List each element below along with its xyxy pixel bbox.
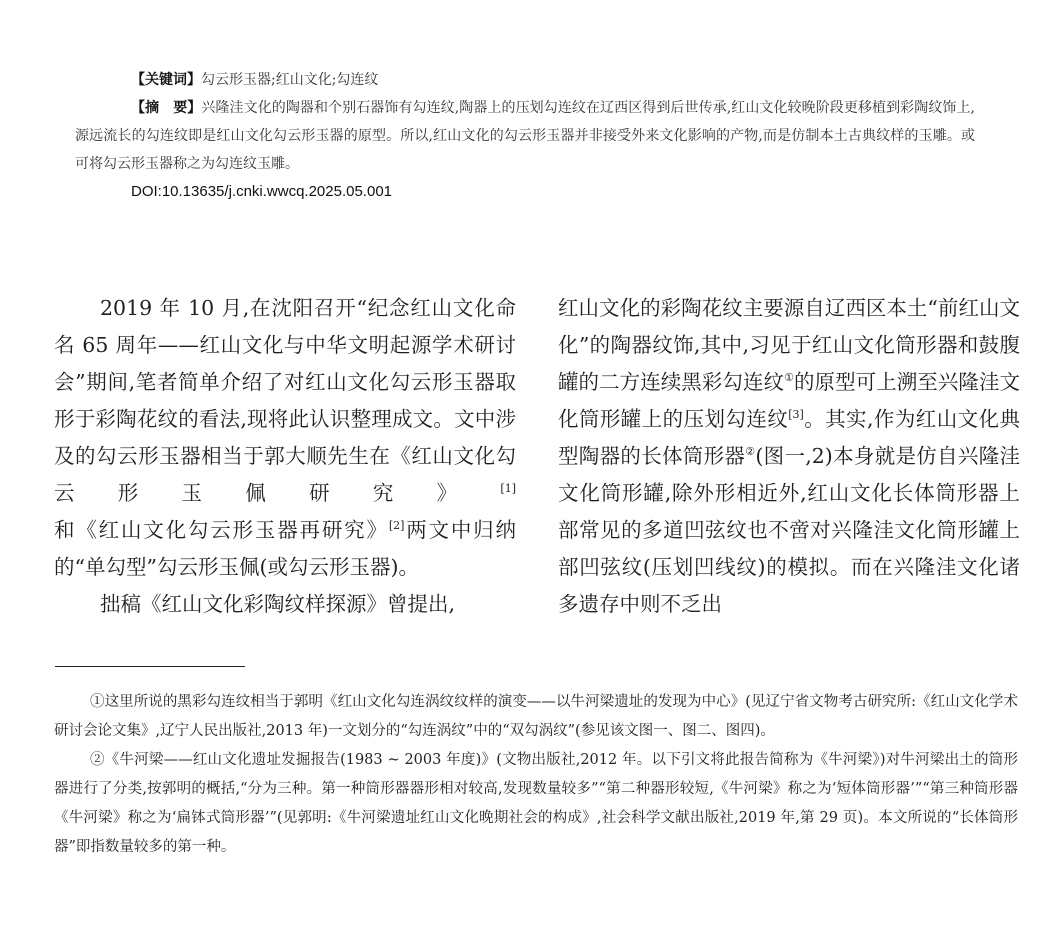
footnote-2: ②《牛河梁——红山文化遗址发掘报告(1983 ~ 2003 年度)》(文物出版社,2012 年。以下引文将此报告简称为《牛河梁》)对牛河梁出土的筒形器进行了分类,按郭明的概括,“分为三种。第一种筒形器器形相对较高,发现数量较多”“第二种器形较短,《牛河梁》称之为‘短体筒形器’”“第三种筒形器《牛河梁》称之为‘扁钵式筒形器’”(见郭明:《牛河梁遗址红山文化晚期社会的构成》,社会科学文献出版社,2019 年,第 29 页)。本文所说的“长体筒形器”即指数量较多的第一种。 [54,752,1018,855]
left-paragraph-2: 拙稿《红山文化彩陶纹样探源》曾提出, [100,592,456,616]
abstract-paragraph [75,94,975,178]
left-column [54,290,516,623]
right-column [558,290,1020,623]
footnote-marker-2: ② [745,445,756,458]
reference-3: [3] [788,408,804,421]
keywords-text: 勾云形玉器;红山文化;勾连纹 [201,72,379,88]
reference-1: [1] [500,482,516,495]
keywords-line [75,66,975,94]
left-text-c: 两文中归纳的“单勾型”勾云形玉佩(或勾云形玉器)。 [54,518,517,579]
abstract-label: 【摘 要】 [131,100,202,116]
right-text-c: 。其实,作为红山文化典型陶器的长体筒形器 [558,407,1020,468]
right-paragraph [558,290,1020,623]
abstract-text: 兴隆洼文化的陶器和个别石器饰有勾连纹,陶器上的压划勾连纹在辽西区得到后世传承,红山文化较晚阶段更移植到彩陶纹饰上,源远流长的勾连纹即是红山文化勾云形玉器的原型。所以,红山文化的勾云形玉器并非接受外来文化影响的产物,而是仿制本土古典纹样的玉雕。或可将勾云形玉器称之为勾连纹玉雕。 [75,100,975,172]
left-paragraph-1 [54,290,516,586]
right-text-a: 红山文化的彩陶花纹主要源自辽西区本土“前红山文化”的陶器纹饰,其中,习见于红山文化筒形器和鼓腹罐的二方连续黑彩勾连纹 [558,296,1020,394]
abstract-block [75,66,975,206]
left-text-b: 和《红山文化勾云形玉器再研究》 [54,518,389,542]
footnote-marker-1: ① [784,371,794,384]
keywords-label: 【关键词】 [131,72,201,88]
footnote-1: ①这里所说的黑彩勾连纹相当于郭明《红山文化勾连涡纹纹样的演变——以牛河梁遗址的发现为中心》(见辽宁省文物考古研究所:《红山文化学术研讨会论文集》,辽宁人民出版社,2013 年)一文划分的“勾连涡纹”中的“双勾涡纹”(参见该文图一、图二、图四)。 [54,694,1018,739]
left-text-a: 2019 年 10 月,在沈阳召开“纪念红山文化命名 65 周年——红山文化与中华文明起源学术研讨会”期间,笔者简单介绍了对红山文化勾云形玉器取形于彩陶花纹的看法,现将此认识整理成文。文中涉及的勾云形玉器相当于郭大顺先生在《红山文化勾云形玉佩研究》 [54,296,516,505]
doi-line: DOI:10.13635/j.cnki.wwcq.2025.05.001 [131,183,392,200]
right-text-d: (图一,2)本身就是仿自兴隆洼文化筒形罐,除外形相近外,红山文化长体筒形器上部常见的多道凹弦纹也不啻对兴隆洼文化筒形罐上部凹弦纹(压划凹线纹)的模拟。而在兴隆洼文化诸多遗存中则不乏出 [558,444,1020,616]
footnotes [54,688,1018,862]
right-text-b: 的原型可上溯至兴隆洼文化筒形罐上的压划勾连纹 [558,370,1020,431]
footnote-rule [55,666,245,667]
reference-2: [2] [388,519,405,532]
